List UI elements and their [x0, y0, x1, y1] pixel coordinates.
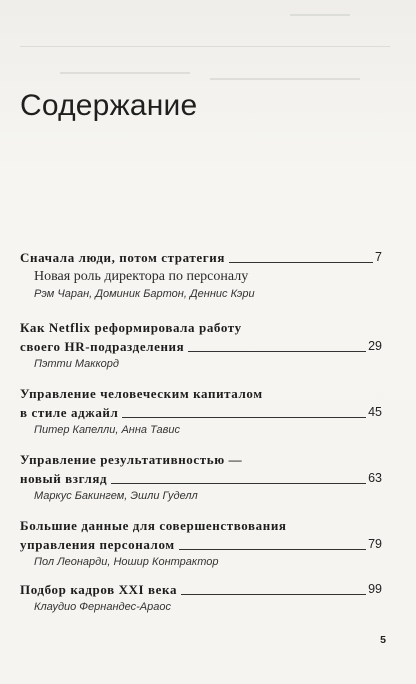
toc-entry-authors: Питер Капелли, Анна Тавис	[34, 424, 181, 436]
toc-entry-title-line	[20, 450, 382, 469]
toc-entry-title: в стиле аджайл	[20, 405, 119, 420]
toc-entry-title-line	[20, 469, 382, 488]
toc-entry-page-number: 29	[368, 339, 382, 353]
dot-leader	[181, 594, 366, 595]
toc-entry-authors: Маркус Бакингем, Эшли Гуделл	[34, 490, 198, 502]
toc-entry-subtitle: Новая роль директора по персоналу	[34, 269, 249, 284]
toc-entry-title-line	[20, 516, 382, 535]
toc-entry-title-line	[20, 403, 382, 422]
toc-entry-page-number: 79	[368, 537, 382, 551]
toc-entry-authors: Рэм Чаран, Доминик Бартон, Деннис Кэри	[34, 288, 255, 300]
toc-entry-page-number: 99	[368, 582, 382, 596]
toc-entry-title-line	[20, 337, 382, 356]
toc-entry-title: Как Netflix реформировала работу	[20, 320, 242, 335]
toc-entry-title-line	[20, 580, 382, 599]
toc-entry-title: новый взгляд	[20, 471, 108, 486]
toc-entry-title: Подбор кадров XXI века	[20, 582, 178, 597]
toc-entry-title-line	[20, 248, 382, 267]
toc-entry-title: Управление результативностью —	[20, 452, 243, 467]
toc-entry-title: Управление человеческим капиталом	[20, 386, 263, 401]
toc-entry-title: управления персоналом	[20, 537, 175, 552]
toc-entry-5[interactable]	[20, 516, 382, 570]
toc-entry-title: Сначала люди, потом стратегия	[20, 250, 225, 265]
page-title: Содержание	[20, 89, 198, 122]
toc-entry-1[interactable]	[20, 248, 382, 302]
dot-leader	[122, 417, 366, 418]
toc-entry-title-line	[20, 535, 382, 554]
toc-entry-6[interactable]	[20, 580, 382, 615]
dot-leader	[188, 351, 366, 352]
toc-entry-title-line	[20, 384, 382, 403]
toc-entry-page-number: 7	[375, 250, 382, 264]
toc-entry-page-number: 63	[368, 471, 382, 485]
dot-leader	[179, 549, 366, 550]
toc-entry-4[interactable]	[20, 450, 382, 504]
toc-entry-2[interactable]	[20, 318, 382, 372]
toc-entry-title-line	[20, 318, 382, 337]
dot-leader	[111, 483, 366, 484]
dot-leader	[229, 262, 373, 263]
toc-entry-authors: Пэтти Маккорд	[34, 358, 119, 370]
toc-entry-3[interactable]	[20, 384, 382, 438]
toc-entry-authors: Пол Леонарди, Ношир Контрактор	[34, 556, 219, 568]
toc-entry-title: Большие данные для совершенствования	[20, 518, 287, 533]
folio-page-number: 5	[380, 634, 386, 646]
toc-entry-page-number: 45	[368, 405, 382, 419]
toc-entry-authors: Клаудио Фернандес-Араос	[34, 601, 171, 613]
toc-entry-title: своего HR-подразделения	[20, 339, 185, 354]
